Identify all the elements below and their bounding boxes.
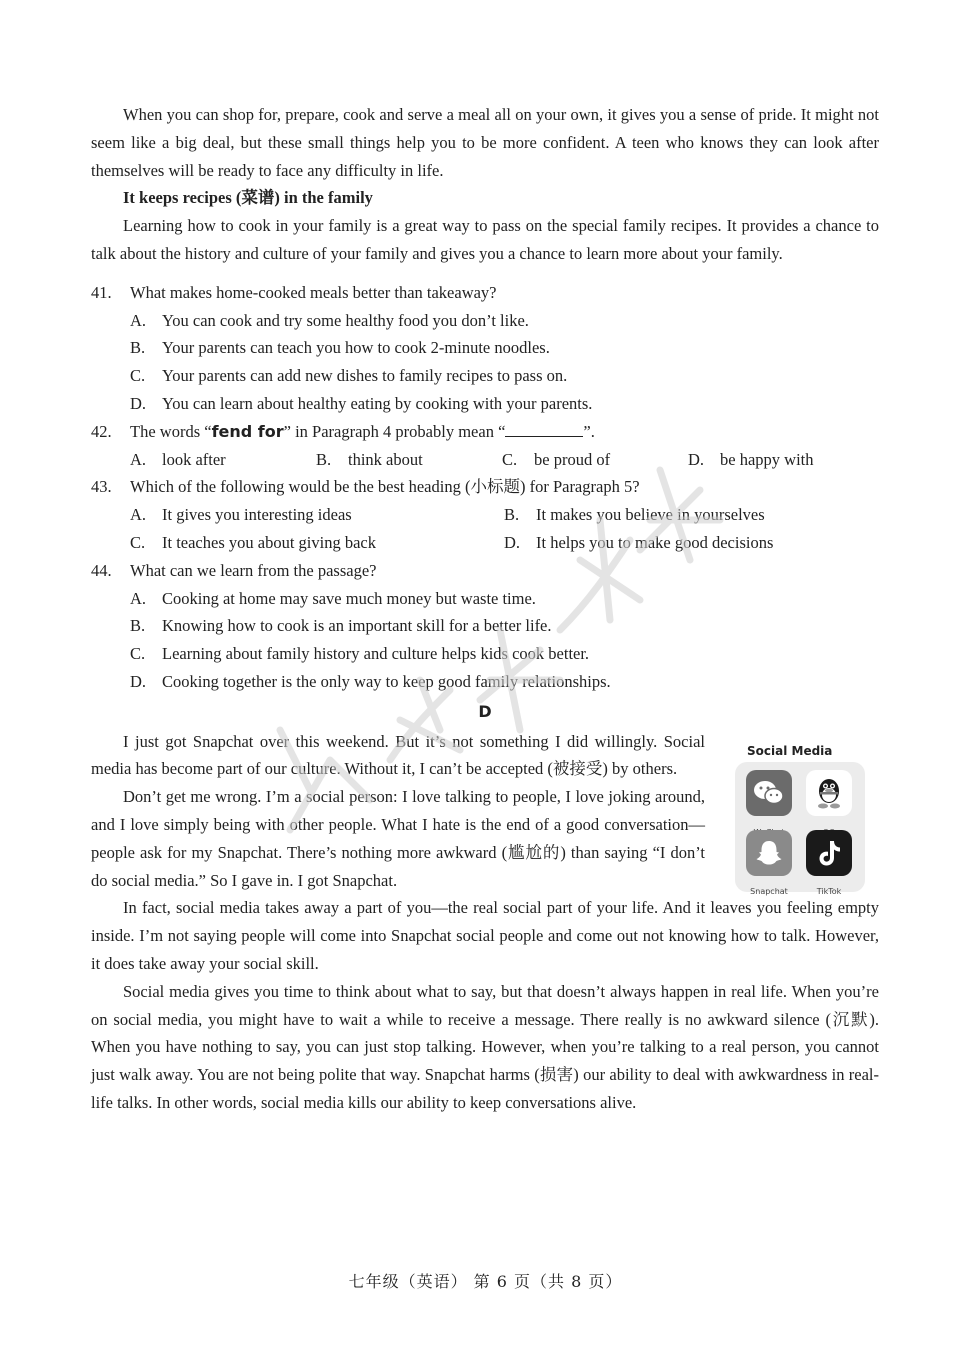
question-44: 44. What can we learn from the passage? <box>91 560 377 580</box>
qq-icon <box>806 770 852 816</box>
app-label: Snapchat <box>750 886 788 896</box>
option: D. You can learn about healthy eating by cooking with your parents. <box>130 393 593 413</box>
option: B. Your parents can teach you how to cook 2-minute noodles. <box>130 338 550 358</box>
paragraph: Don’t get me wrong. I’m a social person: I love talking to people, I love joking around, and I love simply being with other people. What I hate is the end of a good conversation—people ask for my Snapchat. There’s nothing more awkward (尴尬的) than saying “I don’t do social media.” So I gave in. I got Snapchat. <box>91 787 705 890</box>
option: C. be proud of <box>502 449 611 469</box>
option: B. It makes you believe in yourselves <box>504 505 765 525</box>
snapchat-icon <box>746 830 792 876</box>
options-row <box>91 501 879 529</box>
app-label: TikTok <box>816 886 842 896</box>
answer-blank <box>505 420 583 437</box>
options-row <box>91 529 879 557</box>
paragraph: In fact, social media takes away a part of you—the real social part of your life. And it leaves you feeling empty inside. I’m not saying people will come into Snapchat social people and come out not knowing how to talk. However, it does take away your social skill. <box>91 898 879 973</box>
paragraph-heading: It keeps recipes (菜谱) in the family <box>123 188 373 208</box>
option: B. Knowing how to cook is an important skill for a better life. <box>130 616 552 636</box>
option: D. Cooking together is the only way to keep good family relationships. <box>130 671 611 691</box>
tiktok-icon <box>806 830 852 876</box>
option: A. look after <box>130 449 226 469</box>
question-42: 42. The words “fend for” in Paragraph 4 probably mean “ ”. <box>91 421 595 441</box>
question-43: 43. Which of the following would be the best heading (小标题) for Paragraph 5? <box>91 477 640 497</box>
figure-title: Social Media <box>747 743 833 758</box>
social-media-figure <box>705 728 879 895</box>
wechat-icon <box>746 770 792 816</box>
option: A. You can cook and try some healthy food you don’t like. <box>130 310 529 330</box>
paragraph: Social media gives you time to think about what to say, but that doesn’t always happen in real life. When you’re on social media, you might have to wait a while to receive a message. There really is no awkward silence (沉默). When you have nothing to say, you can just stop talking. However, when you’re talking to a real person, you cannot just walk away. You are not being polite that way. Snapchat harms (损害) our ability to deal with awkwardness in real-life talks. In other words, social media kills our ability to keep conversations alive. <box>91 981 879 1112</box>
page-content <box>91 101 879 1117</box>
page-footer: 七年级（英语） 第 6 页（共 8 页） <box>348 1272 623 1291</box>
option: D. be happy with <box>688 449 814 469</box>
option: A. It gives you interesting ideas <box>130 505 352 525</box>
section-d-top <box>91 728 879 895</box>
option: A. Cooking at home may save much money but waste time. <box>130 588 536 608</box>
option: D. It helps you to make good decisions <box>504 532 774 552</box>
option: C. It teaches you about giving back <box>130 532 376 552</box>
paragraph: When you can shop for, prepare, cook and serve a meal all on your own, it gives you a sense of pride. It might not seem like a big deal, but these small things help you to be more confident. A teen who knows they can look after themselves will be ready to face any difficulty in life. <box>91 105 879 180</box>
paragraph: Learning how to cook in your family is a great way to pass on the special family recipes. It provides a chance to talk about the history and culture of your family and gives you a chance to learn more about your family. <box>91 216 879 263</box>
question-41: 41. What makes home-cooked meals better than takeaway? <box>91 279 879 307</box>
question-text: What makes home-cooked meals better than takeaway? <box>130 282 497 302</box>
paragraph: I just got Snapchat over this weekend. But it’s not something I did willingly. Social media has become part of our culture. Without it, I can’t be accepted (被接受) by others. <box>91 731 705 779</box>
app-grid <box>735 762 865 896</box>
option: C. Learning about family history and culture helps kids cook better. <box>130 644 590 664</box>
section-title: D <box>478 701 492 721</box>
option: C. Your parents can add new dishes to family recipes to pass on. <box>130 366 568 386</box>
options-row <box>91 446 879 474</box>
option: B. think about <box>316 449 423 469</box>
